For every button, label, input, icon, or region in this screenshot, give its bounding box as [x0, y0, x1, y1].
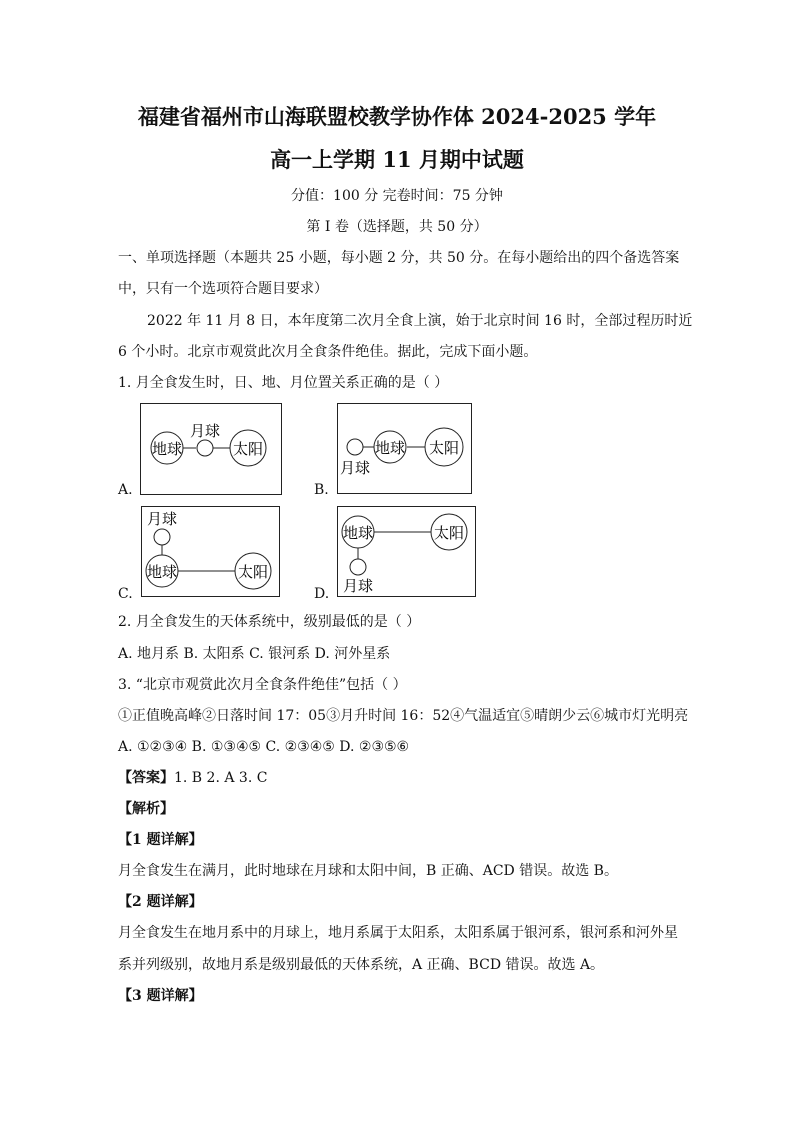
detail-1-label: 【1 题详解】: [118, 832, 203, 848]
q1-diagram-b: [337, 403, 472, 498]
sun-label: 太阳: [428, 439, 460, 457]
earth-label: 地球: [374, 439, 406, 457]
doc-title-line1: 福建省福州市山海联盟校教学协作体 2024-2025 学年: [137, 104, 657, 129]
detail-2-label: 【2 题详解】: [118, 894, 203, 910]
answer-text: 1. B 2. A 3. C: [174, 770, 268, 786]
moon-circle: [154, 529, 170, 545]
moon-circle: [350, 559, 366, 575]
passage-line2: 6 个小时。北京市观赏此次月全食条件绝佳。据此，完成下面小题。: [118, 344, 538, 360]
section-heading-line2: 中，只有一个选项符合题目要求）: [118, 281, 328, 297]
earth-label: 地球: [146, 563, 178, 581]
moon-label: 月球: [342, 577, 374, 595]
q1-option-c: C.: [118, 586, 133, 602]
q1-diagram-a: [140, 403, 282, 499]
q1-diagram-d: [337, 506, 476, 601]
answer-label: 【答案】: [118, 770, 174, 786]
section-heading-line1: 一、单项选择题（本题共 25 小题，每小题 2 分，共 50 分。在每小题给出的四个备选答案: [118, 250, 680, 266]
q1-stem: 1. 月全食发生时，日、地、月位置关系正确的是（ ）: [118, 375, 449, 391]
q3-stem: 3. “北京市观赏此次月全食条件绝佳”包括（ ）: [118, 677, 407, 693]
q3-options: A. ①②③④ B. ①③④⑤ C. ②③④⑤ D. ②③⑤⑥: [118, 739, 410, 755]
moon-circle: [347, 439, 363, 455]
sun-label: 太阳: [237, 563, 269, 581]
earth-label: 地球: [151, 440, 183, 458]
detail-1-text: 月全食发生在满月，此时地球在月球和太阳中间，B 正确、ACD 错误。故选 B。: [118, 863, 618, 879]
moon-circle: [197, 440, 213, 456]
passage-line1: 2022 年 11 月 8 日，本年度第二次月全食上演，始于北京时间 16 时，全部过程历时近: [147, 313, 693, 329]
volume-heading: 第 I 卷（选择题，共 50 分）: [306, 219, 488, 235]
moon-label: 月球: [339, 459, 371, 477]
moon-label: 月球: [146, 510, 178, 528]
sun-label: 太阳: [433, 524, 465, 542]
sun-label: 太阳: [232, 440, 264, 458]
earth-label: 地球: [342, 524, 374, 542]
detail-2-line1: 月全食发生在地月系中的月球上，地月系属于太阳系，太阳系属于银河系，银河系和河外星: [118, 925, 678, 941]
q2-stem: 2. 月全食发生的天体系统中，级别最低的是（ ）: [118, 614, 421, 630]
q1-option-d: D.: [314, 586, 330, 602]
q1-option-b: B.: [314, 482, 329, 498]
q3-items: ①正值晚高峰②日落时间 17：05③月升时间 16：52④气温适宜⑤晴朗少云⑥城市灯光明亮: [118, 708, 689, 724]
moon-label: 月球: [189, 422, 221, 440]
q2-options: A. 地月系 B. 太阳系 C. 银河系 D. 河外星系: [118, 646, 391, 662]
exam-meta: 分值：100 分 完卷时间：75 分钟: [291, 188, 503, 204]
detail-2-line2: 系并列级别，故地月系是级别最低的天体系统，A 正确、BCD 错误。故选 A。: [118, 957, 605, 973]
analysis-label: 【解析】: [118, 801, 174, 817]
q1-diagram-c: [141, 506, 280, 601]
answer-line: [118, 768, 267, 788]
q1-option-a: A.: [118, 482, 133, 498]
detail-3-label: 【3 题详解】: [118, 988, 203, 1004]
doc-title-line2: 高一上学期 11 月期中试题: [270, 147, 524, 172]
